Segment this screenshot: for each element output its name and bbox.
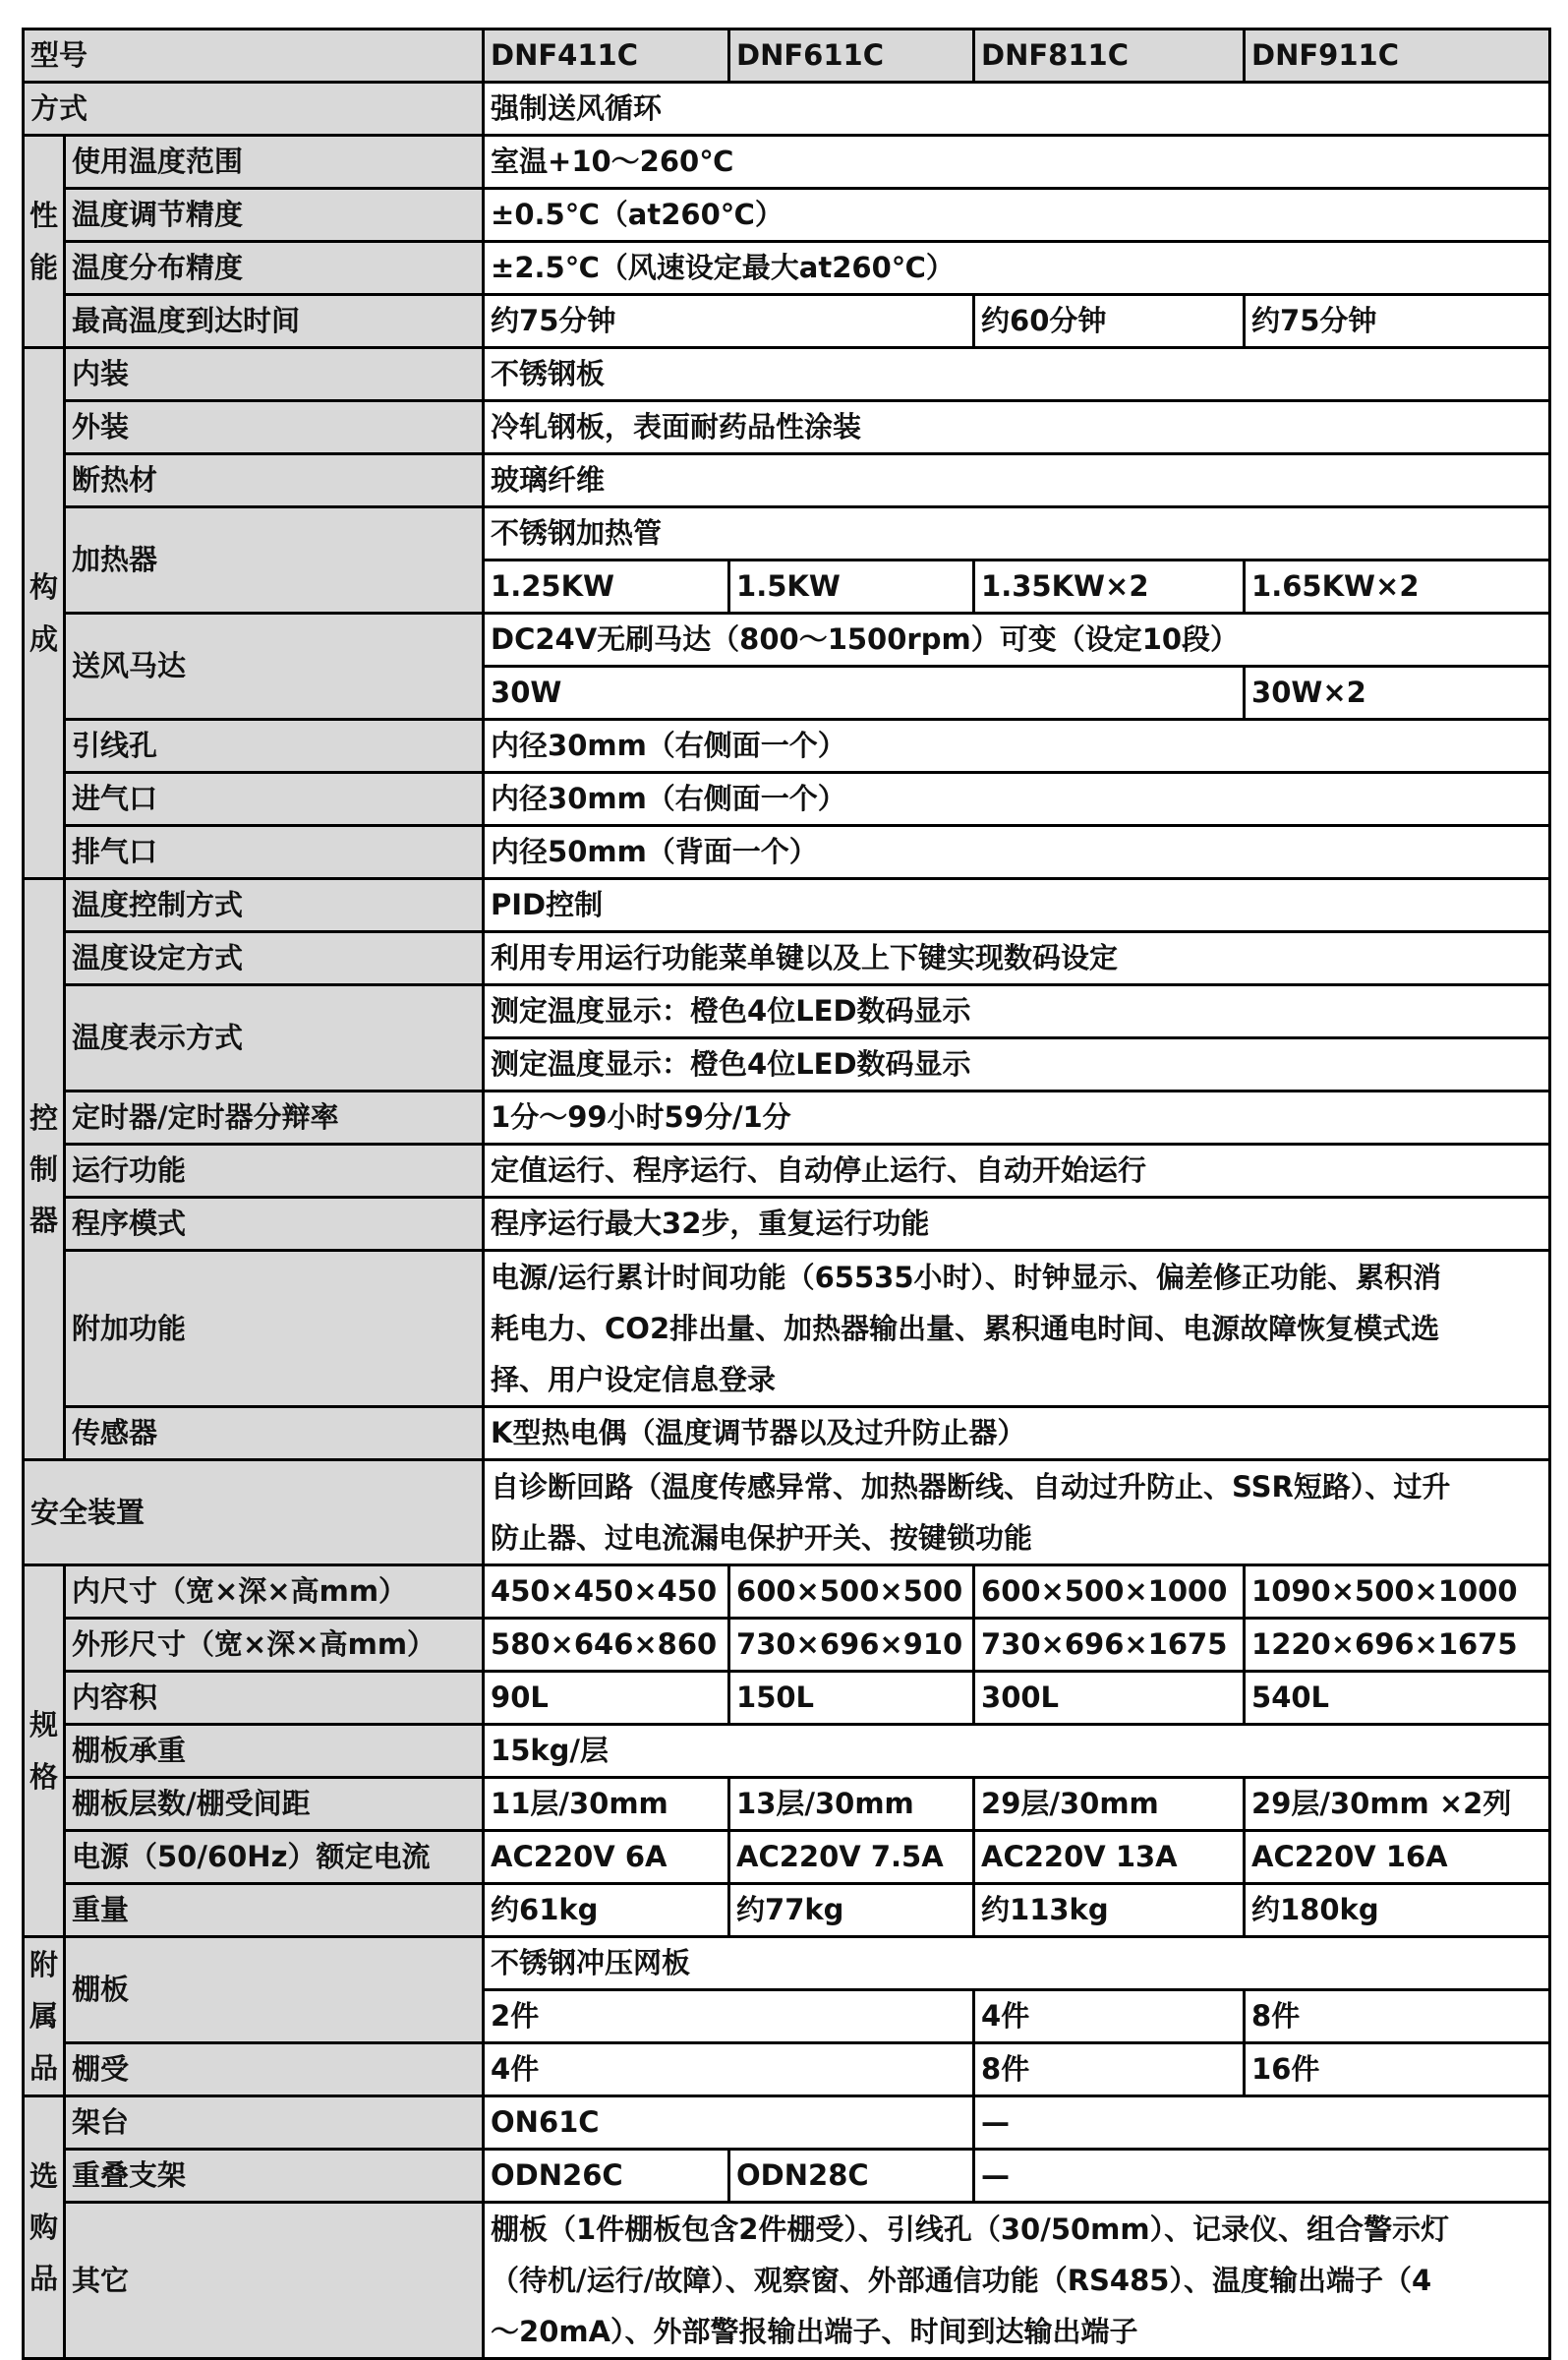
method-row (24, 83, 1550, 136)
display-method-value-1: 测定温度显示：橙色4位LED数码显示 (484, 985, 1550, 1038)
shelf-count-label: 棚板层数/棚受间距 (65, 1778, 484, 1831)
sensor-label: 传感器 (65, 1407, 484, 1460)
model-dnf611c: DNF611C (729, 30, 974, 83)
heater-value: 不锈钢加热管 (484, 507, 1550, 560)
spec-row-shelf-count (24, 1778, 1550, 1831)
method-value: 强制送风循环 (484, 83, 1550, 136)
heater-power-1: 1.25KW (484, 560, 729, 614)
construction-row-inlet (24, 773, 1550, 826)
spec-group: 规格 (24, 1565, 65, 1937)
other-line-1: 棚板（1件棚板包含2件棚受）、引线孔（30/50mm）、记录仪、组合警示灯 (491, 2212, 1450, 2246)
construction-row-fan (24, 614, 1550, 667)
setting-method-value: 利用专用运行功能菜单键以及上下键实现数码设定 (484, 932, 1550, 985)
shelf-support-label: 棚受 (65, 2043, 484, 2096)
shelf-support-qty-3: 16件 (1245, 2043, 1550, 2096)
fan-power-2: 30W×2 (1245, 667, 1550, 720)
options-row-stack-bracket (24, 2150, 1550, 2203)
spec-table (22, 28, 1551, 2360)
spec-row-capacity (24, 1672, 1550, 1725)
controller-row-control-method (24, 879, 1550, 932)
stack-bracket-value-1: ODN26C (484, 2150, 729, 2203)
exhaust-label: 排气口 (65, 826, 484, 879)
shelf-qty-2: 4件 (974, 1990, 1245, 2043)
shelf-label: 棚板 (65, 1937, 484, 2043)
spec-row-outer-size (24, 1619, 1550, 1672)
header-row (24, 30, 1550, 83)
safety-line-1: 自诊断回路（温度传感异常、加热器断线、自动过升防止、SSR短路）、过升 (491, 1470, 1451, 1504)
cable-port-label: 引线孔 (65, 720, 484, 773)
shelf-count-3: 29层/30mm (974, 1778, 1245, 1831)
spec-row-power (24, 1831, 1550, 1884)
heatup-time-label: 最高温度到达时间 (65, 295, 484, 348)
options-group: 选购品 (24, 2096, 65, 2359)
power-1: AC220V 6A (484, 1831, 729, 1884)
power-2: AC220V 7.5A (729, 1831, 974, 1884)
performance-row-temp-range (24, 136, 1550, 189)
heatup-time-value-2: 约60分钟 (974, 295, 1245, 348)
safety-value (484, 1460, 1550, 1565)
inlet-label: 进气口 (65, 773, 484, 826)
outer-label: 外装 (65, 401, 484, 454)
shelf-count-2: 13层/30mm (729, 1778, 974, 1831)
heatup-time-value-3: 约75分钟 (1245, 295, 1550, 348)
controller-row-program-mode (24, 1198, 1550, 1251)
construction-row-insulation (24, 454, 1550, 507)
insulation-value: 玻璃纤维 (484, 454, 1550, 507)
construction-row-outer (24, 401, 1550, 454)
performance-row-temp-distribution (24, 242, 1550, 295)
temp-accuracy-value: ±0.5℃（at260℃） (484, 189, 1550, 242)
model-dnf911c: DNF911C (1245, 30, 1550, 83)
power-label: 电源（50/60Hz）额定电流 (65, 1831, 484, 1884)
inlet-value: 内径30mm（右侧面一个） (484, 773, 1550, 826)
fan-power-1: 30W (484, 667, 1245, 720)
sensor-value: K型热电偶（温度调节器以及过升防止器） (484, 1407, 1550, 1460)
safety-line-2: 防止器、过电流漏电保护开关、按键锁功能 (491, 1521, 1033, 1555)
fan-value: DC24V无刷马达（800～1500rpm）可变（设定10段） (484, 614, 1550, 667)
outer-size-3: 730×696×1675 (974, 1619, 1245, 1672)
inner-label: 内装 (65, 348, 484, 401)
insulation-label: 断热材 (65, 454, 484, 507)
spec-row-inner-size (24, 1565, 1550, 1619)
shelf-count-4: 29层/30mm ×2列 (1245, 1778, 1550, 1831)
temp-distribution-value: ±2.5℃（风速设定最大at260℃） (484, 242, 1550, 295)
shelf-support-qty-2: 8件 (974, 2043, 1245, 2096)
run-function-value: 定值运行、程序运行、自动停止运行、自动开始运行 (484, 1145, 1550, 1198)
controller-row-display-method (24, 985, 1550, 1038)
shelf-support-qty-1: 4件 (484, 2043, 974, 2096)
control-method-label: 温度控制方式 (65, 879, 484, 932)
capacity-label: 内容积 (65, 1672, 484, 1725)
performance-group: 性能 (24, 136, 65, 348)
weight-1: 约61kg (484, 1884, 729, 1937)
other-line-3: ～20mA）、外部警报输出端子、时间到达输出端子 (491, 2315, 1138, 2348)
weight-3: 约113kg (974, 1884, 1245, 1937)
accessories-row-shelf-support (24, 2043, 1550, 2096)
heater-power-3: 1.35KW×2 (974, 560, 1245, 614)
model-dnf411c: DNF411C (484, 30, 729, 83)
run-function-label: 运行功能 (65, 1145, 484, 1198)
outer-value: 冷轧钢板，表面耐药品性涂装 (484, 401, 1550, 454)
construction-row-cable-port (24, 720, 1550, 773)
capacity-1: 90L (484, 1672, 729, 1725)
controller-row-sensor (24, 1407, 1550, 1460)
construction-group: 构成 (24, 348, 65, 879)
shelf-qty-1: 2件 (484, 1990, 974, 2043)
construction-row-heater (24, 507, 1550, 560)
spec-row-weight (24, 1884, 1550, 1937)
options-row-stand (24, 2096, 1550, 2150)
power-4: AC220V 16A (1245, 1831, 1550, 1884)
stand-label: 架台 (65, 2096, 484, 2150)
controller-row-run-function (24, 1145, 1550, 1198)
inner-size-1: 450×450×450 (484, 1565, 729, 1619)
timer-value: 1分～99小时59分/1分 (484, 1092, 1550, 1145)
stand-value-1: ON61C (484, 2096, 974, 2150)
timer-label: 定时器/定时器分辩率 (65, 1092, 484, 1145)
program-mode-value: 程序运行最大32步，重复运行功能 (484, 1198, 1550, 1251)
shelf-count-1: 11层/30mm (484, 1778, 729, 1831)
temp-accuracy-label: 温度调节精度 (65, 189, 484, 242)
control-method-value: PID控制 (484, 879, 1550, 932)
model-label: 型号 (24, 30, 484, 83)
extra-function-line-3: 择、用户设定信息登录 (491, 1363, 777, 1396)
display-method-label: 温度表示方式 (65, 985, 484, 1092)
inner-size-label: 内尺寸（宽×深×高mm） (65, 1565, 484, 1619)
options-row-other (24, 2203, 1550, 2359)
outer-size-2: 730×696×910 (729, 1619, 974, 1672)
outer-size-label: 外形尺寸（宽×深×高mm） (65, 1619, 484, 1672)
performance-row-heatup-time (24, 295, 1550, 348)
controller-row-extra-function (24, 1251, 1550, 1407)
controller-row-timer (24, 1092, 1550, 1145)
inner-size-2: 600×500×500 (729, 1565, 974, 1619)
capacity-3: 300L (974, 1672, 1245, 1725)
capacity-4: 540L (1245, 1672, 1550, 1725)
construction-row-exhaust (24, 826, 1550, 879)
accessories-row-shelf (24, 1937, 1550, 1990)
construction-row-inner (24, 348, 1550, 401)
model-dnf811c: DNF811C (974, 30, 1245, 83)
stand-value-2: — (974, 2096, 1550, 2150)
heater-power-4: 1.65KW×2 (1245, 560, 1550, 614)
extra-function-value (484, 1251, 1550, 1407)
extra-function-line-2: 耗电力、CO2排出量、加热器输出量、累积通电时间、电源故障恢复模式选 (491, 1312, 1440, 1345)
heater-power-2: 1.5KW (729, 560, 974, 614)
other-line-2: （待机/运行/故障）、观察窗、外部通信功能（RS485）、温度输出端子（4 (491, 2264, 1432, 2297)
display-method-value-2: 测定温度显示：橙色4位LED数码显示 (484, 1038, 1550, 1092)
method-label: 方式 (24, 83, 484, 136)
temp-range-value: 室温+10～260℃ (484, 136, 1550, 189)
heater-label: 加热器 (65, 507, 484, 614)
spec-row-shelf-load (24, 1725, 1550, 1778)
temp-range-label: 使用温度范围 (65, 136, 484, 189)
outer-size-1: 580×646×860 (484, 1619, 729, 1672)
inner-size-3: 600×500×1000 (974, 1565, 1245, 1619)
controller-row-setting-method (24, 932, 1550, 985)
performance-row-temp-accuracy (24, 189, 1550, 242)
outer-size-4: 1220×696×1675 (1245, 1619, 1550, 1672)
setting-method-label: 温度设定方式 (65, 932, 484, 985)
extra-function-label: 附加功能 (65, 1251, 484, 1407)
extra-function-line-1: 电源/运行累计时间功能（65535小时）、时钟显示、偏差修正功能、累积消 (491, 1261, 1441, 1294)
other-value (484, 2203, 1550, 2359)
program-mode-label: 程序模式 (65, 1198, 484, 1251)
fan-label: 送风马达 (65, 614, 484, 720)
inner-value: 不锈钢板 (484, 348, 1550, 401)
power-3: AC220V 13A (974, 1831, 1245, 1884)
inner-size-4: 1090×500×1000 (1245, 1565, 1550, 1619)
capacity-2: 150L (729, 1672, 974, 1725)
weight-2: 约77kg (729, 1884, 974, 1937)
stack-bracket-label: 重叠支架 (65, 2150, 484, 2203)
controller-group: 控制器 (24, 879, 65, 1460)
shelf-value: 不锈钢冲压网板 (484, 1937, 1550, 1990)
cable-port-value: 内径30mm（右侧面一个） (484, 720, 1550, 773)
stack-bracket-value-2: ODN28C (729, 2150, 974, 2203)
safety-label: 安全装置 (24, 1460, 484, 1565)
safety-row (24, 1460, 1550, 1565)
shelf-load-label: 棚板承重 (65, 1725, 484, 1778)
temp-distribution-label: 温度分布精度 (65, 242, 484, 295)
stack-bracket-value-3: — (974, 2150, 1550, 2203)
other-label: 其它 (65, 2203, 484, 2359)
exhaust-value: 内径50mm（背面一个） (484, 826, 1550, 879)
shelf-qty-3: 8件 (1245, 1990, 1550, 2043)
weight-4: 约180kg (1245, 1884, 1550, 1937)
shelf-load-value: 15kg/层 (484, 1725, 1550, 1778)
weight-label: 重量 (65, 1884, 484, 1937)
accessories-group: 附属品 (24, 1937, 65, 2096)
heatup-time-value-1: 约75分钟 (484, 295, 974, 348)
